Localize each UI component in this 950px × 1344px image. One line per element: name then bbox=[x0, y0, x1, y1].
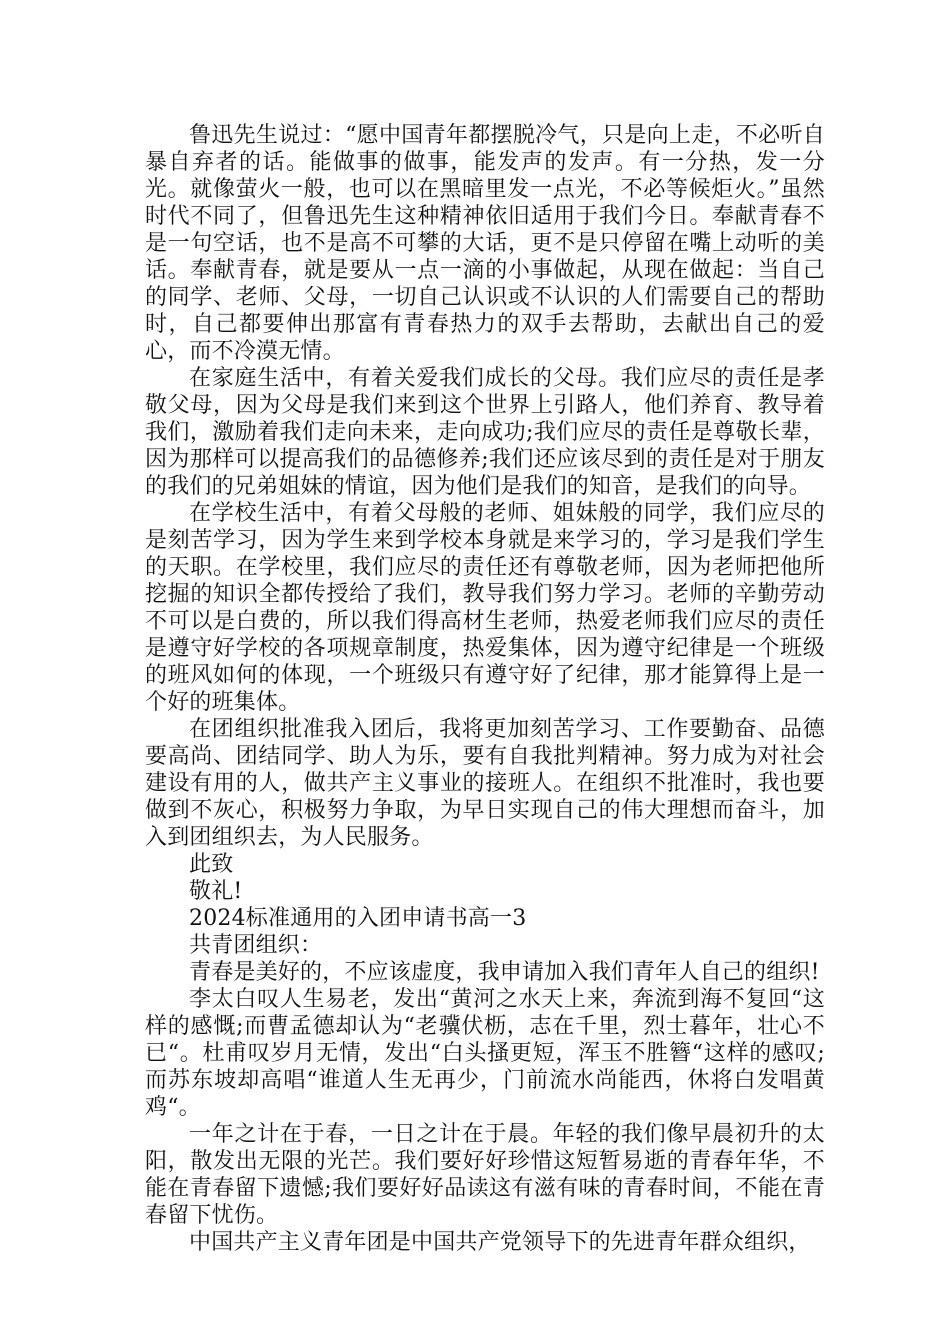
paragraph-family-life: 在家庭生活中，有着关爱我们成长的父母。我们应尽的责任是孝敬父母，因为父母是我们来到这个世界上引路人，他们养育、教导着我们，激励着我们走向未来，走向成功;我们应尽的责任是尊敬长辈，因为那样可以提高我们的品德修养;我们还应该尽到的责任是对于朋友的我们的兄弟姐妹的情谊，因为他们是我们的知音，是我们的向导。 bbox=[145, 366, 825, 499]
paragraph-spring-morning: 一年之计在于春，一日之计在于晨。年轻的我们像早晨初升的太阳，散发出无限的光芒。我们要好好珍惜这短暂易逝的青春年华，不能在青春留下遗憾;我们要好好品读这有滋有味的青春时间，不能在青春留下忧伤。 bbox=[145, 1122, 825, 1228]
paragraph-poets: 李太白叹人生易老，发出“黄河之水天上来，奔流到海不复回“这样的感慨;而曹孟德却认为“老骥伏枥，志在千里，烈士暮年，壮心不已“。杜甫叹岁月无情，发出“白头搔更短，浑玉不胜簪“这样的感叹;而苏东坡却高唱“谁道人生无再少，门前流水尚能西，休将白发唱黄鸡“。 bbox=[145, 987, 825, 1120]
paragraph-youth-application: 青春是美好的，不应该虚度，我申请加入我们青年人自己的组织! bbox=[189, 960, 820, 985]
paragraph-after-joining: 在团组织批准我入团后，我将更加刻苦学习、工作要勤奋、品德要高尚、团结同学、助人为乐，要有自我批判精神。努力成为对社会建设有用的人，做共产主义事业的接班人。在组织不批准时，我也要做到不灰心，积极努力争取，为早日实现自己的伟大理想而奋斗，加入到团组织去，为人民服务。 bbox=[145, 717, 825, 850]
document-body bbox=[145, 122, 825, 1256]
paragraph-school-life: 在学校生活中，有着父母般的老师、姐妹般的同学，我们应尽的是刻苦学习，因为学生来到学校本身就是来学习的，学习是我们学生的天职。在学校里，我们应尽的责任还有尊敬老师，因为老师把他所挖掘的知识全都传授给了我们，教导我们努力学习。老师的辛勤劳动不可以是白费的，所以我们得高材生老师，热爱老师我们应尽的责任是遵守好学校的各项规章制度，热爱集体，因为遵守纪律是一个班级的班风如何的体现，一个班级只有遵守好了纪律，那才能算得上是一个好的班集体。 bbox=[145, 501, 825, 715]
paragraph-lu-xun-quote: 鲁迅先生说过：“愿中国青年都摆脱冷气，只是向上走，不必听自暴自弃者的话。能做事的做事，能发声的发声。有一分热，发一分光。就像萤火一般，也可以在黑暗里发一点光，不必等候炬火。”虽然时代不同了，但鲁迅先生这种精神依旧适用于我们今日。奉献青春不是一句空话，也不是高不可攀的大话，更不是只停留在嘴上动听的美话。奉献青春，就是要从一点一滴的小事做起，从现在做起：当自己的同学、老师、父母，一切自己认识或不认识的人们需要自己的帮助时，自己都要伸出那富有青春热力的双手去帮助，去献出自己的爱心，而不冷漠无情。 bbox=[145, 123, 825, 364]
closing-cizhi: 此致 bbox=[189, 852, 234, 877]
paragraph-league-intro: 中国共产主义青年团是中国共产党领导下的先进青年群众组织， bbox=[189, 1230, 811, 1255]
closing-jingli: 敬礼! bbox=[189, 879, 243, 904]
section-heading: 2024标准通用的入团申请书高一3 bbox=[189, 906, 527, 931]
salutation: 共青团组织： bbox=[189, 933, 323, 958]
